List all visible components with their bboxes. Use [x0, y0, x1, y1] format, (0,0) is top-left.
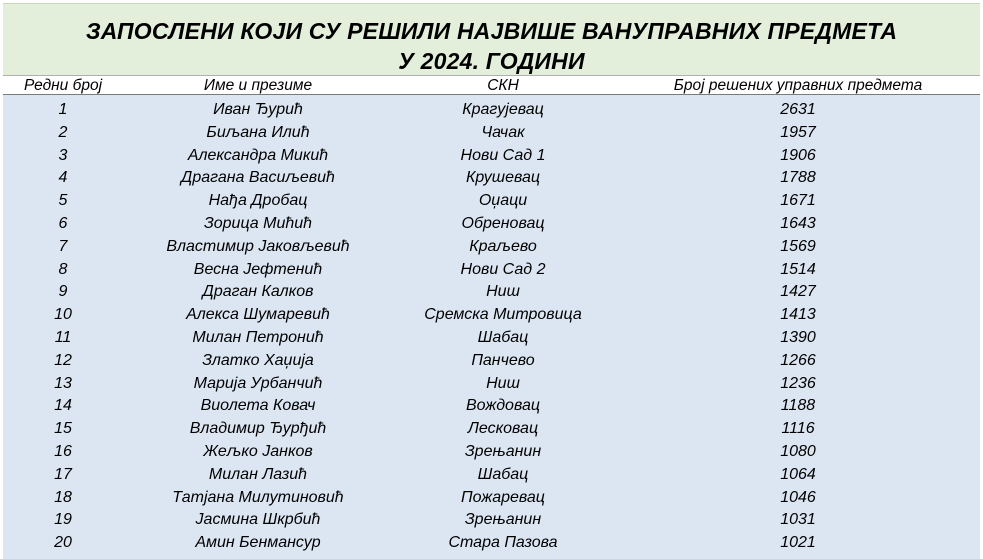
row-ordinal: 1 — [58, 101, 68, 118]
row-ordinal: 3 — [58, 146, 68, 164]
row-skn: Ниш — [486, 374, 520, 392]
row-name: Драган Калков — [202, 283, 314, 301]
row-name: Татјана Милутиновић — [172, 488, 344, 506]
row-skn: Зрењанин — [464, 511, 542, 529]
row-skn: Сремска Митровица — [424, 306, 582, 324]
table-row — [3, 350, 980, 372]
table-row — [3, 464, 980, 486]
row-skn: Панчево — [471, 351, 535, 369]
row-count: 1413 — [780, 306, 816, 324]
header-name: Име и презиме — [203, 77, 313, 94]
table-row — [3, 327, 980, 349]
row-skn: Чачак — [481, 123, 525, 141]
row-name: Жељко Јанков — [203, 443, 313, 460]
row-count: 1080 — [780, 443, 816, 460]
row-name: Драгана Васиљевић — [181, 169, 335, 187]
table-row — [3, 122, 980, 144]
employees-table — [3, 75, 980, 559]
row-name: Милан Петронић — [192, 329, 324, 346]
row-count: 1957 — [780, 123, 816, 141]
table-row — [3, 259, 980, 281]
table-row — [3, 304, 980, 326]
row-count: 2631 — [780, 101, 816, 118]
table-row — [3, 532, 980, 554]
row-ordinal: 2 — [58, 123, 68, 141]
row-skn: Нови Сад 1 — [460, 146, 546, 164]
row-count: 1788 — [780, 169, 816, 187]
table-row — [3, 441, 980, 463]
table-row — [3, 99, 980, 121]
row-name: Златко Хаџија — [202, 351, 314, 369]
row-count: 1031 — [780, 511, 816, 529]
row-ordinal: 4 — [58, 169, 68, 187]
row-ordinal: 9 — [58, 283, 68, 301]
title-line-1: ЗАПОСЛЕНИ КОЈИ СУ РЕШИЛИ НАЈВИШЕ ВАНУПРАВНИХ ПРЕДМЕТА — [85, 18, 898, 44]
table-row — [3, 418, 980, 440]
row-count: 1671 — [780, 192, 816, 210]
header-count: Број решених управних предмета — [673, 77, 923, 94]
row-ordinal: 19 — [54, 511, 72, 529]
row-skn: Крагујевац — [462, 101, 544, 118]
header-skn: СКН — [487, 77, 519, 94]
row-count: 1021 — [780, 534, 816, 552]
row-name: Нађа Дробац — [208, 192, 308, 210]
title-line-2: У 2024. ГОДИНИ — [398, 48, 585, 74]
table-header-row — [3, 75, 980, 95]
row-ordinal: 11 — [54, 329, 72, 346]
row-ordinal: 16 — [54, 443, 72, 460]
row-name: Милан Лазић — [208, 465, 308, 483]
row-skn: Шабац — [477, 465, 529, 483]
row-count: 1236 — [780, 374, 816, 392]
row-ordinal: 5 — [58, 192, 68, 210]
row-count: 1188 — [780, 397, 816, 415]
row-name: Александра Микић — [187, 146, 329, 164]
table-row — [3, 487, 980, 509]
row-ordinal: 10 — [54, 306, 72, 324]
row-ordinal: 12 — [54, 351, 72, 369]
table-row — [3, 281, 980, 303]
row-name: Зорица Мићић — [203, 215, 313, 232]
row-count: 1116 — [781, 420, 815, 438]
row-count: 1064 — [780, 465, 816, 483]
row-name: Владимир Ђурђић — [189, 420, 327, 438]
row-ordinal: 18 — [54, 488, 72, 506]
header-ordinal: Редни број — [23, 77, 103, 94]
row-count: 1906 — [780, 146, 816, 164]
row-name: Јасмина Шкрбић — [195, 511, 321, 529]
row-ordinal: 17 — [54, 465, 72, 483]
row-ordinal: 7 — [58, 237, 68, 255]
row-name: Весна Јефтенић — [193, 260, 323, 278]
row-skn: Крушевац — [465, 169, 541, 187]
row-skn: Пожаревац — [461, 488, 545, 506]
row-name: Виолета Ковач — [200, 397, 316, 415]
row-ordinal: 14 — [54, 397, 72, 415]
row-skn: Обреновац — [461, 215, 545, 232]
row-ordinal: 8 — [58, 260, 68, 278]
row-skn: Нови Сад 2 — [460, 260, 546, 278]
row-name: Биљана Илић — [206, 123, 310, 141]
row-skn: Стара Пазова — [448, 534, 558, 552]
row-skn: Оџаци — [478, 192, 528, 210]
table-row — [3, 236, 980, 258]
row-count: 1569 — [780, 237, 816, 255]
row-count: 1390 — [780, 329, 816, 346]
title-banner — [3, 3, 980, 75]
row-count: 1643 — [780, 215, 816, 232]
row-name: Амин Бенмансур — [195, 534, 321, 552]
table-row — [3, 373, 980, 395]
row-name: Властимир Јаковљевић — [166, 237, 350, 255]
row-count: 1046 — [780, 488, 816, 506]
row-skn: Лесковац — [467, 420, 539, 438]
row-skn: Шабац — [477, 329, 529, 346]
row-name: Иван Ђурић — [213, 101, 303, 118]
table-row — [3, 509, 980, 531]
row-ordinal: 20 — [54, 534, 72, 552]
row-skn: Ниш — [486, 283, 520, 301]
table-row — [3, 190, 980, 212]
row-skn: Вождовац — [465, 397, 540, 415]
row-name: Алекса Шумаревић — [186, 306, 330, 324]
table-row — [3, 213, 980, 235]
table-row — [3, 395, 980, 417]
row-count: 1266 — [780, 351, 816, 369]
row-count: 1427 — [780, 283, 816, 301]
row-ordinal: 15 — [54, 420, 72, 438]
row-ordinal: 6 — [58, 215, 68, 232]
row-skn: Краљево — [469, 237, 537, 255]
row-count: 1514 — [780, 260, 816, 278]
row-ordinal: 13 — [54, 374, 72, 392]
row-skn: Зрењанин — [464, 443, 542, 460]
table-row — [3, 167, 980, 189]
row-name: Марија Урбанчић — [193, 374, 323, 392]
table-row — [3, 145, 980, 167]
